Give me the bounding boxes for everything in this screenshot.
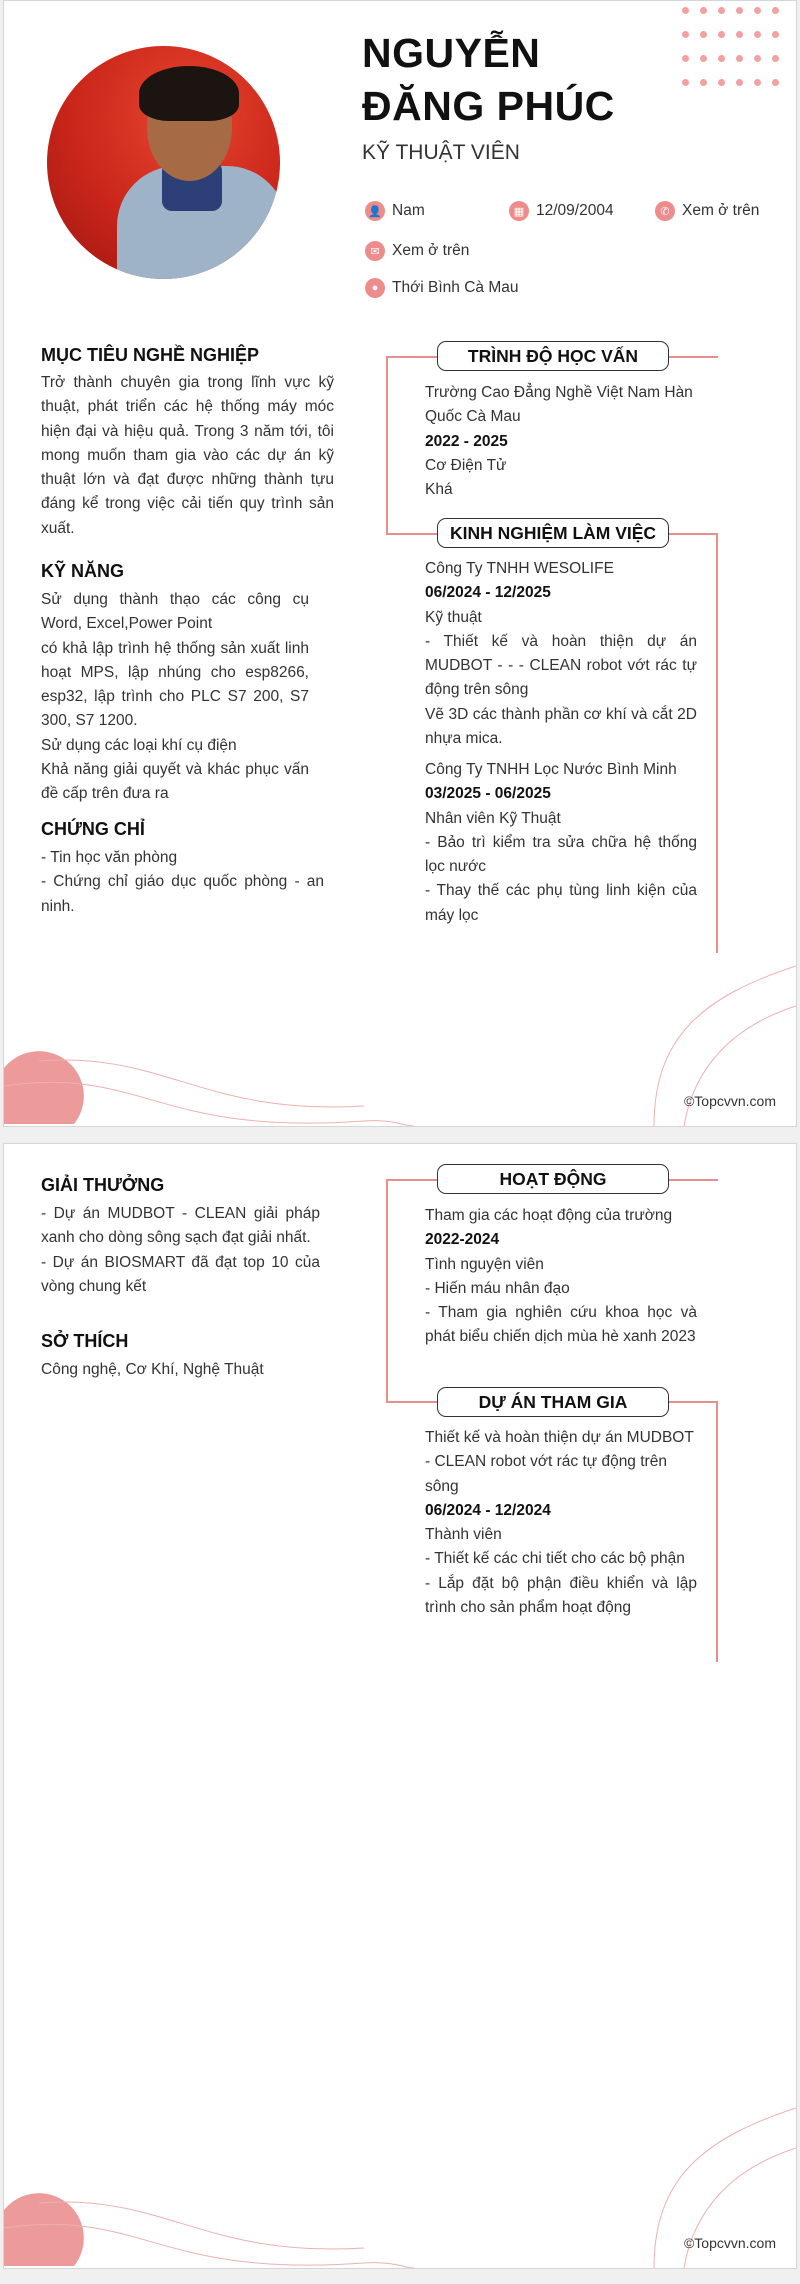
skill-line: Khả năng giải quyết và khác phục vấn đề cấp trên đưa ra — [41, 761, 309, 803]
job-desc: Vẽ 3D các thành phần cơ khí và cắt 2D nhựa mica. — [425, 705, 697, 748]
job-company: Công Ty TNHH Lọc Nước Bình Minh — [425, 761, 677, 778]
activity-org: Tham gia các hoạt động của trường — [425, 1207, 673, 1224]
decorative-dot — [700, 7, 707, 14]
candidate-name: NGUYỄN ĐĂNG PHÚC — [362, 30, 615, 129]
decorative-dot — [754, 55, 761, 62]
project-name: Thiết kế và hoàn thiện dự án MUDBOT - CLEAN robot vớt rác tự động trên sông — [425, 1429, 694, 1495]
education-period: 2022 - 2025 — [425, 432, 508, 450]
education-block — [425, 381, 700, 502]
experience-job-1 — [425, 557, 697, 751]
awards-list — [41, 1202, 320, 1299]
cv-page-2 — [3, 1143, 797, 2269]
location-icon: ● — [365, 278, 385, 298]
decorative-dot — [754, 31, 761, 38]
projects-block — [425, 1426, 697, 1620]
decorative-dot — [754, 79, 761, 86]
decorative-dot — [682, 55, 689, 62]
decorative-dots — [682, 3, 792, 98]
education-connector — [386, 356, 438, 358]
project-line: - Lắp đặt bộ phận điều khiển và lập trình cho sản phẩm hoạt động — [425, 1574, 697, 1617]
projects-timeline — [716, 1401, 718, 1662]
decorative-dot — [772, 55, 779, 62]
activity-role: Tình nguyện viên — [425, 1255, 544, 1273]
job-desc: - Bảo trì kiểm tra sửa chữa hệ thống lọc nước — [425, 833, 697, 876]
activities-connector — [386, 1179, 438, 1181]
decorative-dot — [718, 79, 725, 86]
activities-timeline — [386, 1179, 388, 1402]
project-line: - Thiết kế các chi tiết cho các bộ phận — [425, 1550, 685, 1568]
footer-credit: ©Topcvvn.com — [683, 1093, 776, 1109]
award-line: - Dự án BIOSMART đã đạt top 10 của vòng chung kết — [41, 1253, 320, 1295]
certificate-line: - Chứng chỉ giáo dục quốc phòng - an ninh. — [41, 873, 324, 915]
activity-period: 2022-2024 — [425, 1231, 500, 1249]
footer-credit: ©Topcvvn.com — [683, 2235, 776, 2251]
skills-list — [41, 588, 309, 807]
job-title: KỸ THUẬT VIÊN — [362, 141, 520, 164]
cv-page-1 — [3, 0, 797, 1127]
contact-gender: 👤 Nam — [365, 201, 425, 221]
experience-job-2 — [425, 758, 697, 928]
decorative-dot — [754, 7, 761, 14]
contact-address: ● Thới Bình Cà Mau — [365, 278, 518, 298]
education-grade: Khá — [425, 481, 453, 499]
decorative-dot — [700, 31, 707, 38]
job-period: 06/2024 - 12/2025 — [425, 584, 551, 602]
skill-line: có khả lập trình hệ thống sản xuất linh hoạt MPS, lập nhúng cho esp8266, esp32, lập trình cho PLC S7 200, S7 300, S7 1200. — [41, 639, 309, 730]
job-period: 03/2025 - 06/2025 — [425, 785, 551, 803]
contact-email: ✉ Xem ở trên — [365, 241, 469, 261]
decorative-dot — [718, 7, 725, 14]
certificates-list — [41, 846, 324, 919]
job-desc: - Thiết kế và hoàn thiện dự án MUDBOT - - - CLEAN robot vớt rác tự động trên sông — [425, 632, 697, 699]
education-timeline — [386, 356, 388, 534]
activities-connector-right — [668, 1179, 718, 1181]
objective-title: MỤC TIÊU NGHỀ NGHIỆP — [41, 345, 260, 365]
job-company: Công Ty TNHH WESOLIFE — [425, 560, 614, 577]
experience-connector-right — [668, 533, 718, 535]
phone-icon: ✆ — [655, 201, 675, 221]
activities-block — [425, 1204, 697, 1350]
projects-connector — [386, 1401, 438, 1403]
education-header: TRÌNH ĐỘ HỌC VẤN — [437, 341, 669, 371]
experience-timeline — [716, 533, 718, 953]
decorative-dot — [700, 55, 707, 62]
projects-connector-right — [668, 1401, 718, 1403]
project-role: Thành viên — [425, 1526, 502, 1544]
skills-title: KỸ NĂNG — [41, 561, 125, 581]
decorative-dot — [772, 79, 779, 86]
decorative-dot — [772, 7, 779, 14]
contact-phone: ✆ Xem ở trên — [655, 201, 759, 221]
hobbies-title: SỞ THÍCH — [41, 1331, 129, 1351]
certificates-title: CHỨNG CHỈ — [41, 819, 145, 839]
decorative-dot — [736, 7, 743, 14]
decorative-dot — [736, 55, 743, 62]
decorative-dot — [682, 7, 689, 14]
activity-line: - Tham gia nghiên cứu khoa học và phát biểu chiến dịch mùa hè xanh 2023 — [425, 1304, 697, 1346]
awards-title: GIẢI THƯỞNG — [41, 1175, 165, 1195]
decorative-dot — [700, 79, 707, 86]
decorative-waves — [4, 956, 796, 1126]
decorative-dot — [718, 55, 725, 62]
projects-header: DỰ ÁN THAM GIA — [437, 1387, 669, 1417]
project-period: 06/2024 - 12/2024 — [425, 1501, 551, 1519]
job-position: Nhân viên Kỹ Thuật — [425, 809, 561, 827]
certificate-line: - Tin học văn phòng — [41, 849, 178, 866]
award-line: - Dự án MUDBOT - CLEAN giải pháp xanh cho dòng sông sạch đạt giải nhất. — [41, 1205, 320, 1247]
experience-connector — [386, 533, 438, 535]
hobbies-text: Công nghệ, Cơ Khí, Nghệ Thuật — [41, 1361, 264, 1378]
skill-line: Sử dụng các loại khí cụ điện — [41, 736, 237, 754]
activity-line: - Hiến máu nhân đạo — [425, 1279, 570, 1297]
job-desc: - Thay thế các phụ tùng linh kiện của máy lọc — [425, 882, 697, 924]
decorative-waves — [4, 2098, 796, 2268]
education-major: Cơ Điện Tử — [425, 456, 507, 474]
decorative-dot — [682, 31, 689, 38]
profile-photo — [47, 46, 280, 279]
education-connector-right — [668, 356, 718, 358]
decorative-dot — [772, 31, 779, 38]
education-school: Trường Cao Đẳng Nghề Việt Nam Hàn Quốc Cà Mau — [425, 384, 693, 426]
mail-icon: ✉ — [365, 241, 385, 261]
job-position: Kỹ thuật — [425, 608, 482, 626]
objective-text: Trở thành chuyên gia trong lĩnh vực kỹ thuật, phát triển các hệ thống máy móc hiện đại và hiệu quả. Trong 3 năm tới, tôi mong muốn tham gia vào các dự án kỹ thuật lớn và đạt được những thành tựu đáng kể trong việc cải tiến quy trình sản xuất. — [41, 374, 334, 537]
calendar-icon: ▦ — [509, 201, 529, 221]
skill-line: Sử dụng thành thạo các công cụ Word, Excel,Power Point — [41, 591, 309, 633]
user-icon: 👤 — [365, 201, 385, 221]
decorative-dot — [682, 79, 689, 86]
contact-birthday: ▦ 12/09/2004 — [509, 201, 614, 221]
activities-header: HOẠT ĐỘNG — [437, 1164, 669, 1194]
experience-header: KINH NGHIỆM LÀM VIỆC — [437, 518, 669, 548]
decorative-dot — [736, 31, 743, 38]
decorative-dot — [736, 79, 743, 86]
decorative-dot — [718, 31, 725, 38]
